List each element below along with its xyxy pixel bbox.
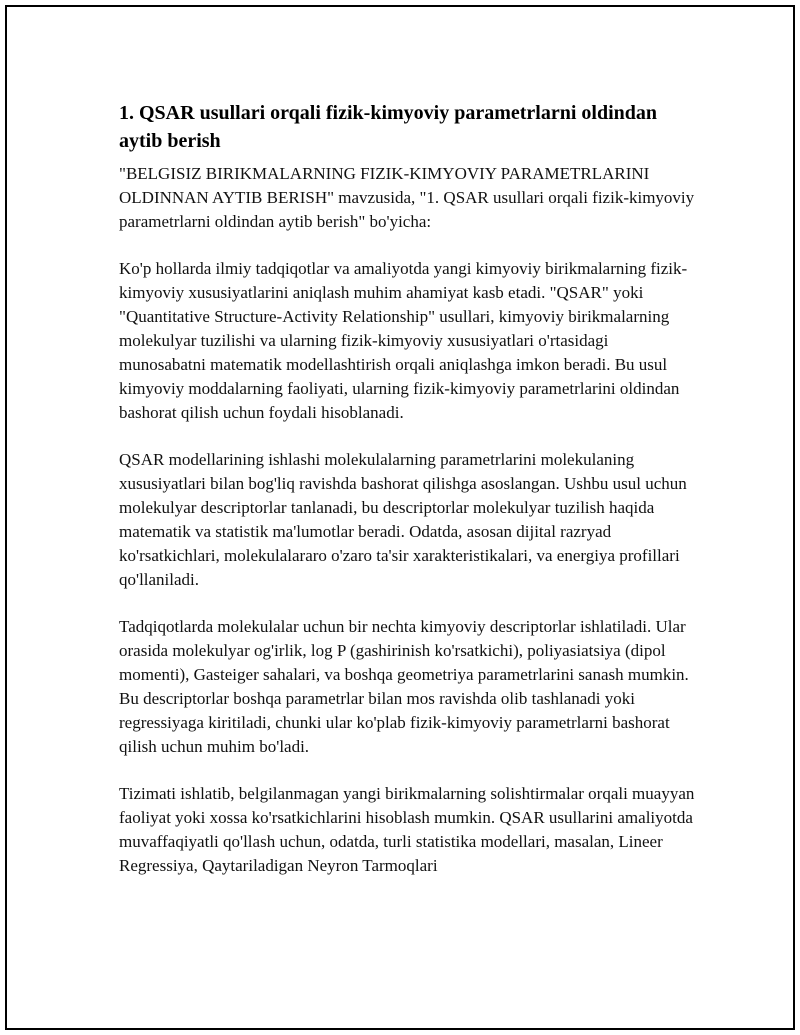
page-frame — [5, 5, 795, 1030]
paragraph-descriptors: Tadqiqotlarda molekulalar uchun bir nechta kimyoviy descriptorlar ishlatiladi. Ular orasida molekulyar og'irlik, log P (gashirinish ko'rsatkichi), poliyasiatsiya (dipol momenti), Gasteiger sahalari, va boshqa geometriya parametrlarini sanash mumkin. Bu descriptorlar boshqa parametrlar bilan mos ravishda olib tashlanadi yoki regressiyaga kiritiladi, chunki ular ko'plab fizik-kimyoviy parametrlarni bashorat qilish uchun muhim bo'ladi. — [119, 617, 689, 756]
paragraph-intro: "BELGISIZ BIRIKMALARNING FIZIK-KIMYOVIY PARAMETRLARINI OLDINNAN AYTIB BERISH" mavzusida, "1. QSAR usullari orqali fizik-kimyoviy parametrlarni oldindan aytib berish" bo'yicha: — [119, 164, 695, 231]
document-body — [119, 99, 699, 901]
paragraph-qsar-models: QSAR modellarining ishlashi molekulalarning parametrlarini molekulaning xususiyatlari bilan bog'liq ravishda bashorat qilishga asoslangan. Ushbu usul uchun molekulyar descriptorlar tanlanadi, bu descriptorlar molekulyar tuzilish haqida matematik va statistik ma'lumotlar beradi. Odatda, asosan dijital razryad ko'rsatkichlari, molekulalararo o'zaro ta'sir xarakteristikalari, va energiya profillari qo'llaniladi. — [119, 450, 687, 589]
paragraph-application: Tizimati ishlatib, belgilanmagan yangi birikmalarning solishtirmalar orqali muayyan faoliyat yoki xossa ko'rsatkichlarini hisoblash mumkin. QSAR usullarini amaliyotda muvaffaqiyatli qo'llash uchun, odatda, turli statistika modellari, masalan, Lineer Regressiya, Qaytariladigan Neyron Tarmoqlari — [119, 784, 695, 875]
paragraph-qsar-overview: Ko'p hollarda ilmiy tadqiqotlar va amaliyotda yangi kimyoviy birikmalarning fizik-kimyoviy xususiyatlarini aniqlash muhim ahamiyat kasb etadi. "QSAR" yoki "Quantitative Structure-Activity Relationship" usullari, kimyoviy birikmalarning molekulyar tuzilishi va ularning fizik-kimyoviy xususiyatlari o'rtasidagi munosabatni matematik modellashtirish orqali aniqlashga imkon beradi. Bu usul kimyoviy moddalarning faoliyati, ularning fizik-kimyoviy parametrlarini oldindan bashorat qilish uchun foydali hisoblanadi. — [119, 259, 688, 422]
document-title: 1. QSAR usullari orqali fizik-kimyoviy parametrlarni oldindan aytib berish — [119, 102, 658, 152]
